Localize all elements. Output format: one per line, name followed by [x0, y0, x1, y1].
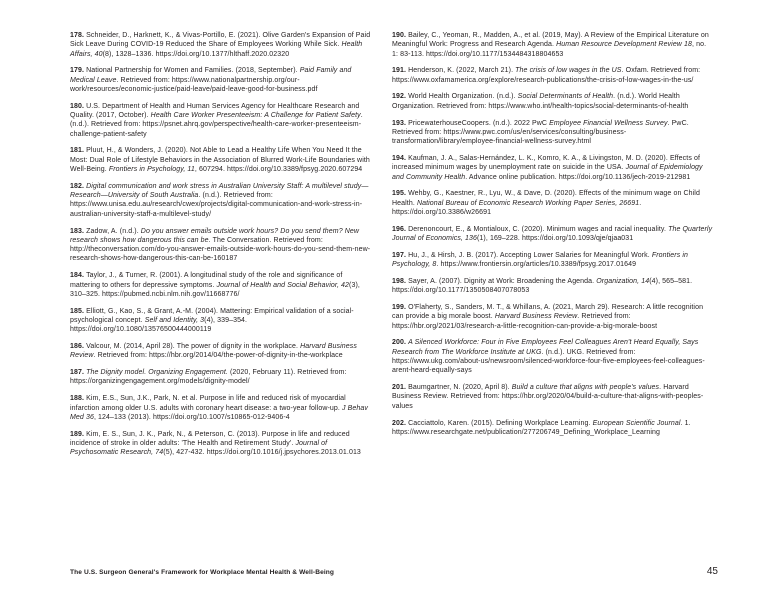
reference-item	[392, 225, 714, 244]
reference-text: Sayer, A. (2007). Dignity at Work: Broadening the Agenda.	[408, 277, 597, 285]
reference-number: 182.	[70, 182, 87, 190]
reference-title-italic: A Silenced Workforce: Four in Five Employees Feel Colleagues Aren't Heard Equally, Says Research from The Workforce Institute at UKG	[392, 339, 699, 356]
reference-title-italic: The crisis of low wages in the US	[515, 67, 622, 75]
reference-item	[70, 31, 373, 59]
reference-item	[392, 92, 714, 111]
reference-number: 201.	[392, 384, 409, 392]
reference-item	[70, 227, 373, 264]
reference-title-italic: Human Resource Development Review 18	[556, 41, 692, 49]
reference-item	[70, 102, 373, 139]
reference-number: 194.	[392, 154, 409, 162]
reference-title-italic: Harvard Business Review	[494, 313, 578, 321]
reference-title-italic: J Behav Med 36	[70, 404, 369, 421]
reference-item	[392, 383, 714, 411]
reference-title-italic: Social Determinants of Health	[517, 93, 614, 101]
reference-number: 185.	[70, 307, 87, 315]
reference-text: PricewaterhouseCoopers. (n.d.). 2022 PwC	[408, 119, 550, 127]
reference-item	[392, 154, 714, 182]
reference-number: 178.	[70, 32, 87, 39]
reference-text: Cacciattolo, Karen. (2015). Defining Workplace Learning.	[408, 419, 593, 427]
reference-text: . Retrieved from: https://www.nationalpartnership.org/our-work/resources/economic-justice/paid-leave/paid-leave-good-for-business.pdf	[70, 76, 318, 93]
reference-text: Wehby, G., Kaestner, R., Lyu, W., & Dave, D. (2020). Effects of the minimum wage on Child Health.	[392, 190, 700, 207]
references-column-left	[70, 31, 373, 465]
reference-number: 184.	[70, 272, 87, 280]
reference-title-italic: Health Affairs, 40	[70, 41, 363, 58]
reference-title-italic: Frontiers in Psychology, 8	[392, 251, 689, 269]
reference-text: Kim, E.S., Sun, J.K., Park, N. et al. Purpose in life and reduced risk of myocardial infarction among older U.S. adults with coronary heart disease: a two-year follow-up.	[70, 395, 346, 412]
reference-item	[392, 303, 714, 331]
reference-text: , 124–133 (2013). https://doi.org/10.1007/s10865-012-9406-4	[93, 413, 290, 421]
reference-text: Henderson, K. (2022, March 21).	[408, 67, 516, 75]
reference-title-italic: Journal of Health and Social Behavior, 42	[216, 281, 350, 289]
reference-item	[70, 182, 373, 219]
reference-text: Valcour, M. (2014, April 28). The power of dignity in the workplace.	[86, 343, 301, 351]
reference-item	[392, 66, 714, 85]
footer-document-title: The U.S. Surgeon General's Framework for Workplace Mental Health & Well-Being	[70, 569, 335, 576]
reference-text: . (n.d.). Retrieved from: https://psnet.ahrq.gov/perspective/health-care-worker-presenteeism-challenge-patient-safety	[70, 112, 363, 138]
reference-text: Schneider, D., Harknett, K., & Vivas-Portillo, E. (2021). Olive Garden's Expansion of Paid Sick Leave During COVID-19 Reduced the Share of Employees Working While Sick.	[70, 32, 371, 49]
reference-number: 181.	[70, 147, 87, 155]
reference-title-italic: Journal of Epidemiology and Community Health	[392, 164, 703, 181]
reference-number: 186.	[70, 343, 87, 351]
reference-title-italic: Frontiers in Psychology, 11	[108, 166, 195, 174]
reference-text: Bailey, C., Yeoman, R., Madden, A., et al. (2019, May). A Review of the Empirical Literature on Meaningful Work: Progress and Research Agenda.	[392, 32, 709, 49]
reference-text: Derenoncourt, E., & Montialoux, C. (2020). Minimum wages and racial inequality.	[408, 225, 669, 233]
reference-text: (4), 565–581. https://doi.org/10.1177/1350508407078053	[392, 277, 693, 295]
reference-item	[392, 251, 714, 270]
reference-number: 199.	[392, 304, 409, 312]
reference-text: (8), 1328–1336. https://doi.org/10.1377/hlthaff.2020.02320	[102, 50, 290, 58]
reference-text: World Health Organization. (n.d.).	[408, 93, 518, 101]
references-column-right	[392, 31, 714, 465]
reference-text: . Harvard Business Review. Retrieved from: https://hbr.org/2020/04/build-a-culture-that-aligns-with-peoples-values	[392, 384, 704, 410]
reference-text: . https://www.frontiersin.org/articles/10.3389/fpsyg.2017.01649	[436, 261, 637, 269]
reference-text: Zadow, A. (n.d.).	[86, 227, 141, 235]
reference-number: 193.	[392, 119, 409, 127]
reference-item	[392, 31, 714, 59]
reference-title-italic: Self and Identity, 3	[144, 316, 205, 324]
reference-title-italic: European Scientific Journal	[592, 419, 681, 427]
reference-text: Baumgartner, N. (2020, April 8).	[408, 384, 512, 392]
reference-item	[70, 430, 373, 458]
references-section	[70, 31, 714, 465]
reference-text: . 1. https://www.researchgate.net/publication/277206749_Defining_Workplace_Learning	[392, 419, 691, 436]
reference-text: Elliott, G., Kao, S., & Grant, A.-M. (2004). Mattering: Empirical validation of a social-psychological concept.	[70, 307, 354, 324]
reference-number: 200.	[392, 339, 409, 347]
reference-number: 179.	[70, 67, 87, 75]
reference-item	[70, 342, 373, 361]
reference-item	[392, 119, 714, 147]
reference-text: . https://doi.org/10.3386/w26691	[392, 199, 642, 216]
reference-text: . PwC. Retrieved from: https://www.pwc.com/us/en/services/consulting/business-transformation/library/employee-financial-wellness-survey.html	[392, 119, 689, 146]
reference-title-italic: Harvard Business Review	[70, 343, 357, 360]
reference-title-italic: Journal of Psychosomatic Research, 74	[70, 439, 328, 457]
reference-text: , 607294. https://doi.org/10.3389/fpsyg.2020.607294	[194, 166, 363, 174]
reference-item	[70, 368, 373, 387]
reference-item	[70, 271, 373, 299]
reference-text: National Partnership for Women and Families. (2018, September).	[86, 67, 300, 75]
reference-text: (5), 427-432. https://doi.org/10.1016/j.jpsychores.2013.01.013	[163, 449, 361, 457]
reference-text: . Retrieved from: https://hbr.org/2014/04/the-power-of-dignity-in-the-workplace	[93, 352, 343, 360]
reference-item	[70, 307, 373, 335]
page-footer	[70, 566, 718, 577]
reference-item	[70, 146, 373, 174]
reference-title-italic: Health Care Worker Presenteeism: A Challenge for Patient Safety	[150, 112, 361, 120]
reference-title-italic: National Bureau of Economic Research Working Paper Series, 26691	[416, 199, 640, 207]
reference-title-italic: The Dignity model. Organizing Engagement.	[86, 369, 228, 377]
reference-number: 195.	[392, 190, 409, 198]
reference-text: Taylor, J., & Turner, R. (2001). A longitudinal study of the role and significance of mattering to others for depressive symptoms.	[70, 272, 343, 289]
reference-item	[392, 419, 714, 438]
reference-number: 188.	[70, 395, 87, 403]
reference-text: . Advance online publication. https://doi.org/10.1136/jech-2019-212981	[465, 173, 691, 181]
reference-number: 198.	[392, 277, 409, 285]
reference-number: 190.	[392, 32, 409, 39]
reference-text: U.S. Department of Health and Human Services Agency for Healthcare Research and Quality. (2017, October).	[70, 102, 360, 120]
reference-title-italic: Paid Family and Medical Leave	[70, 67, 352, 84]
page-number: 45	[706, 566, 718, 577]
reference-text: . Retrieved from: https://hbr.org/2021/03/research-a-little-recognition-can-provide-a-big-morale-boost	[392, 313, 658, 330]
reference-title-italic: The Quarterly Journal of Economics, 136	[392, 225, 713, 243]
reference-text: . The Conversation. Retrieved from: http://theconversation.com/do-you-answer-emails-outside-work-hours-do-you-send-them-new-research-shows-how-dangerous-this-can-be-160187	[70, 236, 371, 263]
reference-text: . Oxfam. Retrieved from: https://www.oxfamamerica.org/explore/research-publications/the-crisis-of-low-wages-in-the-us/	[392, 67, 701, 84]
reference-text: . (n.d.). UKG. Retrieved from: https://www.ukg.com/about-us/newsroom/silenced-workforce-four-five-employees-feel-colleagues-arent-heard-equally-says	[392, 348, 705, 375]
reference-title-italic: Employee Financial Wellness Survey	[549, 119, 668, 127]
reference-number: 196.	[392, 225, 409, 233]
reference-text: , no. 1: 83-113. https://doi.org/10.1177/1534484318804653	[392, 41, 707, 58]
reference-number: 189.	[70, 430, 87, 438]
reference-text: (3), 310–325. https://pubmed.ncbi.nlm.nih.gov/11668776/	[70, 281, 360, 298]
reference-text: (2020, February 11). Retrieved from: https://organizingengagement.org/models/dignity-model/	[70, 369, 347, 386]
reference-title-italic: Build a culture that aligns with people's values	[511, 384, 660, 392]
reference-item	[70, 394, 373, 422]
reference-item	[70, 66, 373, 94]
reference-text: O'Flaherty, S., Sanders, M. T., & Whillans, A. (2021, March 29). Research: A little recognition can provide a big morale boost.	[392, 304, 704, 321]
reference-number: 202.	[392, 419, 409, 427]
reference-number: 183.	[70, 227, 87, 235]
reference-text: . (n.d.). Retrieved from: https://www.unisa.edu.au/research/cwex/projects/digital-communication-and-work-stress-in-australian-university-staff-a-multilevel-study/	[70, 192, 363, 218]
reference-item	[392, 338, 714, 375]
reference-number: 192.	[392, 93, 409, 101]
reference-number: 191.	[392, 67, 409, 75]
reference-title-italic: Do you answer emails outside work hours? Do you send them? New research shows how dangerous this can be	[70, 227, 360, 244]
reference-text: Kaufman, J. A., Salas-Hernández, L. K., Komro, K. A., & Livingston, M. D. (2020). Effects of increased minimum wages by unemployment rate on suicide in the USA.	[392, 154, 701, 172]
reference-text: Hu, J., & Hirsh, J. B. (2017). Accepting Lower Salaries for Meaningful Work.	[408, 251, 652, 259]
reference-text: (1), 169–228. https://doi.org/10.1093/qje/qjaa031	[477, 235, 634, 243]
reference-text: Kim, E. S., Sun, J. K., Park, N., & Peterson, C. (2013). Purpose in life and reduced incidence of stroke in older adults: 'The Health and Retirement Study'.	[70, 430, 350, 447]
reference-item	[392, 277, 714, 296]
reference-number: 197.	[392, 251, 409, 259]
reference-number: 187.	[70, 369, 87, 377]
reference-item	[392, 189, 714, 217]
reference-number: 180.	[70, 102, 87, 110]
reference-text: . (n.d.). World Health Organization. Retrieved from: https://www.who.int/health-topics/social-determinants-of-health	[392, 93, 689, 110]
reference-text: (4), 339–354. https://doi.org/10.1080/13576500444000119	[70, 316, 248, 334]
reference-text: Pluut, H., & Wonders, J. (2020). Not Able to Lead a Healthy Life When You Need It the Most: Dual Role of Lifestyle Behaviors in the Association of Blurred Work-Life Boundaries with Well-Being.	[70, 147, 370, 174]
reference-title-italic: Digital communication and work stress in Australian University Staff: A multilevel study—Research—University of South Australia	[70, 182, 369, 200]
reference-title-italic: Organization, 14	[596, 277, 650, 285]
